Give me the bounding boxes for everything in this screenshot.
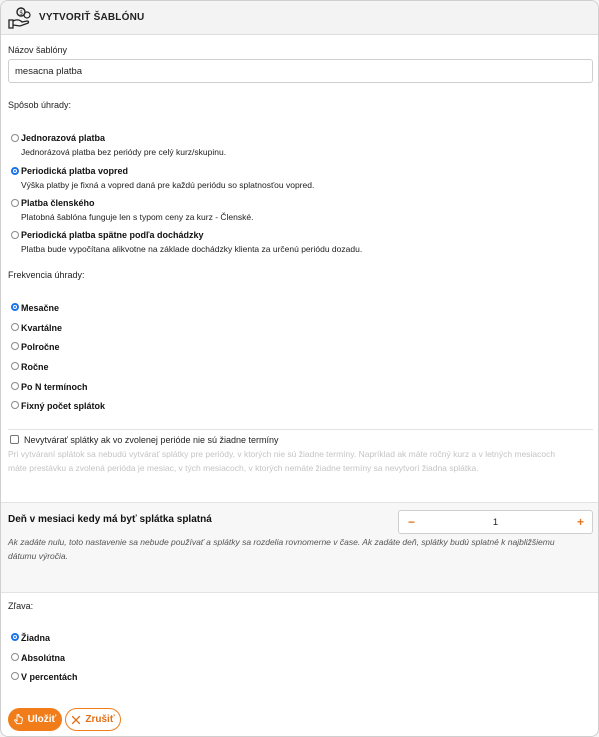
radio-one-time[interactable] xyxy=(11,134,19,142)
due-day-note-line2: dátumu výročia. xyxy=(8,551,68,561)
divider xyxy=(8,429,593,430)
due-day-stepper[interactable] xyxy=(398,510,593,534)
increment-button[interactable]: + xyxy=(576,515,584,529)
radio-yearly[interactable] xyxy=(11,362,19,370)
due-day-value[interactable]: 1 xyxy=(492,517,499,528)
frequency-option-title: Ročne xyxy=(21,362,49,372)
divider xyxy=(1,592,599,593)
frequency-option-title: Polročne xyxy=(21,342,60,352)
payment-option-desc: Jednorázová platba bez periódy pre celý kurz/skupinu. xyxy=(21,147,227,157)
radio-quarterly[interactable] xyxy=(11,323,19,331)
discount-option-title: V percentách xyxy=(21,672,78,682)
due-day-note-line1: Ak zadáte nulu, toto nastavenie sa nebude používať a splátky sa rozdelia rovnomerne v čase. Ak zadáte deň, splátky budú splatné k najbližšiemu xyxy=(8,537,555,547)
skip-hint-line2: máte prestávku a zvolená perióda je mesiac, v tých mesiacoch, v ktorých nemáte žiadne termíny sa nevytvorí žiadna splátka. xyxy=(8,463,479,473)
radio-periodic-attendance[interactable] xyxy=(11,231,19,239)
save-button-label: Uložiť xyxy=(27,714,57,725)
radio-periodic-advance[interactable] xyxy=(11,167,19,175)
payment-option-title: Platba členského xyxy=(21,198,95,208)
payment-option-title: Periodická platba spätne podľa dochádzky xyxy=(21,230,204,240)
hand-pointer-icon xyxy=(14,714,24,725)
decrement-button[interactable]: − xyxy=(408,515,416,529)
radio-discount-absolute[interactable] xyxy=(11,653,19,661)
radio-discount-percent[interactable] xyxy=(11,672,19,680)
money-hand-icon xyxy=(7,5,33,31)
payment-option-title: Periodická platba vopred xyxy=(21,166,129,176)
radio-membership[interactable] xyxy=(11,199,19,207)
close-icon xyxy=(71,715,81,725)
radio-fixed-installments[interactable] xyxy=(11,401,19,409)
divider xyxy=(1,502,599,503)
payment-option-desc: Platba bude vypočítana alikvotne na základe dochádzky klienta za určenú periódu dozadu. xyxy=(21,244,363,254)
frequency-label: Frekvencia úhrady: xyxy=(8,270,85,280)
payment-option-desc: Výška platby je fixná a vopred daná pre každú periódu so splatnosťou vopred. xyxy=(21,180,315,190)
page-title: VYTVORIŤ ŠABLÓNU xyxy=(39,12,145,23)
cancel-button-label: Zrušiť xyxy=(85,714,115,725)
panel-header xyxy=(1,1,598,35)
frequency-option-title: Kvartálne xyxy=(21,323,63,333)
svg-text:$: $ xyxy=(19,8,24,16)
template-name-input[interactable] xyxy=(8,59,593,83)
skip-hint-line1: Pri vytváraní splátok sa nebudú vytvárať splátky pre periódy, v ktorých nie sú žiadne termíny. Napríklad ak máte ročný kurz a v letných mesiacoch xyxy=(8,449,556,459)
frequency-option-title: Mesačne xyxy=(21,303,60,313)
radio-half-yearly[interactable] xyxy=(11,342,19,350)
discount-option-title: Žiadna xyxy=(21,633,51,643)
payment-method-label: Spôsob úhrady: xyxy=(8,100,72,110)
radio-monthly[interactable] xyxy=(11,303,19,311)
discount-option-title: Absolútna xyxy=(21,653,65,663)
save-button[interactable] xyxy=(8,708,62,731)
frequency-option-title: Fixný počet splátok xyxy=(21,401,106,411)
template-name-label: Názov šablóny xyxy=(8,45,68,55)
radio-discount-none[interactable] xyxy=(11,633,19,641)
discount-label: Zľava: xyxy=(8,601,34,611)
cancel-button[interactable] xyxy=(65,708,121,731)
skip-empty-periods-checkbox[interactable] xyxy=(10,435,19,444)
payment-option-title: Jednorazová platba xyxy=(21,133,106,143)
skip-empty-periods-label: Nevytvárať splátky ak vo zvolenej perióde nie sú žiadne termíny xyxy=(24,435,279,445)
payment-option-desc: Platobná šablóna funguje len s typom ceny za kurz - Členské. xyxy=(21,212,254,222)
due-day-label: Deň v mesiaci kedy má byť splátka splatná xyxy=(8,514,212,525)
frequency-option-title: Po N termínoch xyxy=(21,382,88,392)
radio-n-terms[interactable] xyxy=(11,382,19,390)
